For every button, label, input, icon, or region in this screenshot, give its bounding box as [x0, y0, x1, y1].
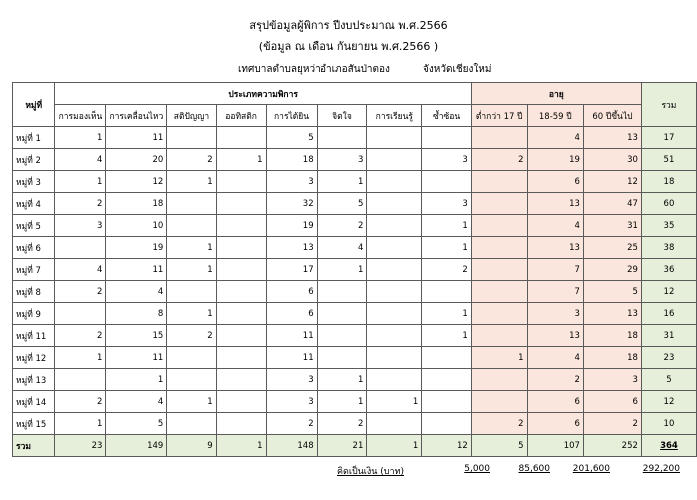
table-cell	[216, 413, 266, 435]
table-cell: 15	[106, 325, 167, 347]
table-cell: 1	[422, 325, 472, 347]
table-cell: 1	[55, 127, 106, 149]
table-cell	[55, 369, 106, 391]
table-cell	[367, 171, 422, 193]
table-cell: 2	[55, 391, 106, 413]
table-cell: 19	[106, 237, 167, 259]
table-cell: 17	[266, 259, 317, 281]
table-cell: 13	[266, 237, 317, 259]
table-cell: 6	[583, 391, 641, 413]
table-cell: 8	[106, 303, 167, 325]
row-label: หมู่ที่ 9	[13, 303, 55, 325]
table-cell: 23	[55, 435, 106, 457]
row-label: หมู่ที่ 5	[13, 215, 55, 237]
age-group-header: ต่ำกว่า 17 ปี	[471, 105, 527, 127]
row-label: หมู่ที่ 8	[13, 281, 55, 303]
table-cell: 3	[583, 369, 641, 391]
table-cell	[317, 127, 367, 149]
table-cell: 1	[367, 435, 422, 457]
table-cell	[367, 347, 422, 369]
table-cell	[216, 171, 266, 193]
table-cell	[317, 303, 367, 325]
row-label: หมู่ที่ 12	[13, 347, 55, 369]
row-total: 31	[641, 325, 696, 347]
table-cell: 2	[55, 325, 106, 347]
row-label: หมู่ที่ 1	[13, 127, 55, 149]
row-total: 18	[641, 171, 696, 193]
row-label: หมู่ที่ 13	[13, 369, 55, 391]
table-cell	[367, 281, 422, 303]
table-cell: 7	[527, 281, 583, 303]
table-cell	[471, 281, 527, 303]
table-cell	[216, 281, 266, 303]
table-cell	[317, 281, 367, 303]
table-cell	[216, 127, 266, 149]
table-cell: 19	[527, 149, 583, 171]
age-group-header: 18-59 ปี	[527, 105, 583, 127]
table-cell	[167, 193, 216, 215]
age-header: อายุ	[471, 83, 641, 105]
table-cell: 3	[266, 369, 317, 391]
row-total: 17	[641, 127, 696, 149]
table-cell	[422, 369, 472, 391]
total-header: รวม	[641, 83, 696, 127]
table-cell: 252	[583, 435, 641, 457]
table-cell	[367, 215, 422, 237]
row-total: 5	[641, 369, 696, 391]
municipality-label: เทศบาลตำบลยุหว่า	[238, 64, 321, 75]
table-cell: 13	[527, 237, 583, 259]
table-cell: 1	[106, 369, 167, 391]
table-cell	[216, 237, 266, 259]
table-cell	[367, 369, 422, 391]
table-cell	[216, 215, 266, 237]
table-cell: 2	[266, 413, 317, 435]
amount-label: คิดเป็นเงิน (บาท)	[337, 467, 405, 477]
table-cell	[422, 171, 472, 193]
table-cell: 1	[422, 237, 472, 259]
report-subtitle: (ข้อมูล ณ เดือน กันยายน พ.ศ.2566 )	[258, 40, 439, 53]
table-cell	[367, 237, 422, 259]
table-cell	[471, 325, 527, 347]
table-cell	[216, 369, 266, 391]
table-row	[13, 281, 697, 303]
table-cell: 3	[422, 193, 472, 215]
age-group-header: 60 ปีขึ้นไป	[583, 105, 641, 127]
table-cell: 2	[55, 281, 106, 303]
table-cell: 12	[422, 435, 472, 457]
table-cell: 18	[266, 149, 317, 171]
table-row	[13, 413, 697, 435]
table-cell: 2	[167, 149, 216, 171]
table-row	[13, 369, 697, 391]
table-cell: 1	[367, 391, 422, 413]
table-cell	[471, 391, 527, 413]
table-cell: 1	[167, 303, 216, 325]
table-cell: 11	[266, 347, 317, 369]
table-cell: 4	[527, 215, 583, 237]
table-cell: 1	[216, 435, 266, 457]
table-cell: 4	[106, 281, 167, 303]
table-row	[13, 259, 697, 281]
table-cell: 13	[583, 127, 641, 149]
row-label: หมู่ที่ 2	[13, 149, 55, 171]
table-cell: 2	[422, 259, 472, 281]
report-title: สรุปข้อมูลผู้พิการ ปีงบประมาณ พ.ศ.2566	[249, 19, 448, 32]
row-label: หมู่ที่ 6	[13, 237, 55, 259]
table-cell	[167, 281, 216, 303]
table-row	[13, 215, 697, 237]
table-cell: 4	[106, 391, 167, 413]
table-cell: 1	[167, 171, 216, 193]
table-cell	[216, 347, 266, 369]
table-cell: 1	[167, 391, 216, 413]
table-cell: 18	[106, 193, 167, 215]
disability-summary-table	[12, 82, 697, 457]
table-cell: 149	[106, 435, 167, 457]
table-cell: 6	[527, 391, 583, 413]
table-cell	[55, 237, 106, 259]
table-cell: 4	[317, 237, 367, 259]
table-cell	[471, 193, 527, 215]
row-label: หมู่ที่ 11	[13, 325, 55, 347]
table-cell: 6	[527, 413, 583, 435]
table-cell: 2	[583, 413, 641, 435]
type-header: การได้ยิน	[266, 105, 317, 127]
table-cell: 5	[583, 281, 641, 303]
table-cell	[167, 215, 216, 237]
table-cell	[367, 193, 422, 215]
table-cell: 1	[167, 237, 216, 259]
table-cell: 6	[266, 303, 317, 325]
table-row	[13, 237, 697, 259]
row-label: หมู่ที่ 3	[13, 171, 55, 193]
row-total: 60	[641, 193, 696, 215]
table-cell: 3	[527, 303, 583, 325]
table-cell	[216, 193, 266, 215]
table-cell	[367, 149, 422, 171]
table-cell	[422, 127, 472, 149]
table-cell: 3	[266, 171, 317, 193]
table-cell: 148	[266, 435, 317, 457]
table-row	[13, 149, 697, 171]
table-row	[13, 127, 697, 149]
table-cell: 5	[317, 193, 367, 215]
table-cell: 3	[422, 149, 472, 171]
province-label: จังหวัดเชียงใหม่	[423, 64, 492, 75]
table-cell: 1	[317, 171, 367, 193]
table-cell: 1	[317, 391, 367, 413]
table-cell	[167, 127, 216, 149]
row-total: 35	[641, 215, 696, 237]
table-cell: 6	[266, 281, 317, 303]
table-cell	[216, 259, 266, 281]
table-cell: 1	[55, 347, 106, 369]
table-cell: 1	[55, 413, 106, 435]
table-cell	[167, 369, 216, 391]
table-cell: 1	[422, 303, 472, 325]
table-cell	[471, 237, 527, 259]
row-label: หมู่ที่ 15	[13, 413, 55, 435]
table-cell	[471, 171, 527, 193]
village-header: หมู่ที่	[13, 83, 55, 127]
table-cell: 4	[55, 259, 106, 281]
table-cell: 5	[471, 435, 527, 457]
table-cell	[422, 347, 472, 369]
table-cell: 2	[317, 413, 367, 435]
row-total: 38	[641, 237, 696, 259]
table-cell	[167, 347, 216, 369]
table-cell	[367, 325, 422, 347]
table-cell: 1	[317, 369, 367, 391]
amount-value-60plus: 201,600	[572, 464, 610, 474]
table-cell: 25	[583, 237, 641, 259]
table-cell: 2	[167, 325, 216, 347]
table-cell	[167, 413, 216, 435]
table-row	[13, 347, 697, 369]
table-cell: 107	[527, 435, 583, 457]
table-cell: 13	[583, 303, 641, 325]
type-header: ออทิสติก	[216, 105, 266, 127]
table-cell: 3	[317, 149, 367, 171]
row-total: 12	[641, 281, 696, 303]
table-cell	[471, 127, 527, 149]
disability-type-header: ประเภทความพิการ	[55, 83, 471, 105]
table-cell	[317, 347, 367, 369]
table-cell	[216, 325, 266, 347]
table-row	[13, 171, 697, 193]
row-label: หมู่ที่ 4	[13, 193, 55, 215]
row-total: 36	[641, 259, 696, 281]
table-cell: 5	[106, 413, 167, 435]
table-cell: 7	[527, 259, 583, 281]
amount-value-under17: 5,000	[464, 464, 490, 474]
table-cell: 1	[422, 215, 472, 237]
type-header: ซ้ำซ้อน	[422, 105, 472, 127]
table-cell	[422, 391, 472, 413]
table-cell: 32	[266, 193, 317, 215]
table-cell: 13	[527, 325, 583, 347]
table-cell	[471, 303, 527, 325]
row-label: รวม	[13, 435, 55, 457]
table-cell: 19	[266, 215, 317, 237]
table-cell	[216, 391, 266, 413]
row-total: 12	[641, 391, 696, 413]
table-cell: 4	[527, 347, 583, 369]
table-cell: 1	[471, 347, 527, 369]
table-cell	[367, 259, 422, 281]
row-total: 16	[641, 303, 696, 325]
table-cell: 4	[527, 127, 583, 149]
table-cell: 11	[106, 127, 167, 149]
row-label: หมู่ที่ 7	[13, 259, 55, 281]
table-cell: 21	[317, 435, 367, 457]
table-cell: 1	[216, 149, 266, 171]
sum-row	[13, 435, 697, 457]
row-total: 10	[641, 413, 696, 435]
table-cell: 2	[527, 369, 583, 391]
amount-value-total: 292,200	[642, 464, 680, 474]
table-row	[13, 325, 697, 347]
table-cell: 29	[583, 259, 641, 281]
table-cell	[367, 413, 422, 435]
type-header: การเคลื่อนไหว	[106, 105, 167, 127]
table-cell	[216, 303, 266, 325]
type-header: การเรียนรู้	[367, 105, 422, 127]
table-cell: 1	[317, 259, 367, 281]
table-cell: 6	[527, 171, 583, 193]
table-cell: 12	[106, 171, 167, 193]
table-cell: 3	[266, 391, 317, 413]
row-total: 23	[641, 347, 696, 369]
table-cell: 11	[106, 347, 167, 369]
table-cell: 1	[167, 259, 216, 281]
table-cell: 2	[471, 149, 527, 171]
type-header: สติปัญญา	[167, 105, 216, 127]
table-cell	[367, 303, 422, 325]
type-header: การมองเห็น	[55, 105, 106, 127]
table-cell	[471, 215, 527, 237]
table-cell: 3	[55, 215, 106, 237]
type-header: จิตใจ	[317, 105, 367, 127]
table-cell: 5	[266, 127, 317, 149]
table-cell: 2	[55, 193, 106, 215]
table-cell: 2	[471, 413, 527, 435]
table-cell: 18	[583, 325, 641, 347]
table-cell	[317, 325, 367, 347]
table-cell: 10	[106, 215, 167, 237]
table-cell: 1	[55, 171, 106, 193]
table-cell: 47	[583, 193, 641, 215]
amount-value-18-59: 85,600	[518, 464, 550, 474]
row-label: หมู่ที่ 14	[13, 391, 55, 413]
table-cell: 2	[317, 215, 367, 237]
table-cell	[367, 127, 422, 149]
table-row	[13, 303, 697, 325]
row-total: 51	[641, 149, 696, 171]
table-cell	[55, 303, 106, 325]
table-cell	[422, 413, 472, 435]
table-cell: 4	[55, 149, 106, 171]
row-total: 364	[641, 435, 696, 457]
table-row	[13, 391, 697, 413]
table-cell: 12	[583, 171, 641, 193]
table-cell: 9	[167, 435, 216, 457]
table-cell: 11	[266, 325, 317, 347]
table-cell: 18	[583, 347, 641, 369]
table-cell: 13	[527, 193, 583, 215]
table-cell: 20	[106, 149, 167, 171]
table-cell: 31	[583, 215, 641, 237]
table-row	[13, 193, 697, 215]
district-label: อำเภอสันป่าตอง	[320, 64, 390, 75]
table-cell	[471, 259, 527, 281]
table-cell: 11	[106, 259, 167, 281]
table-cell	[471, 369, 527, 391]
table-cell: 30	[583, 149, 641, 171]
table-cell	[422, 281, 472, 303]
